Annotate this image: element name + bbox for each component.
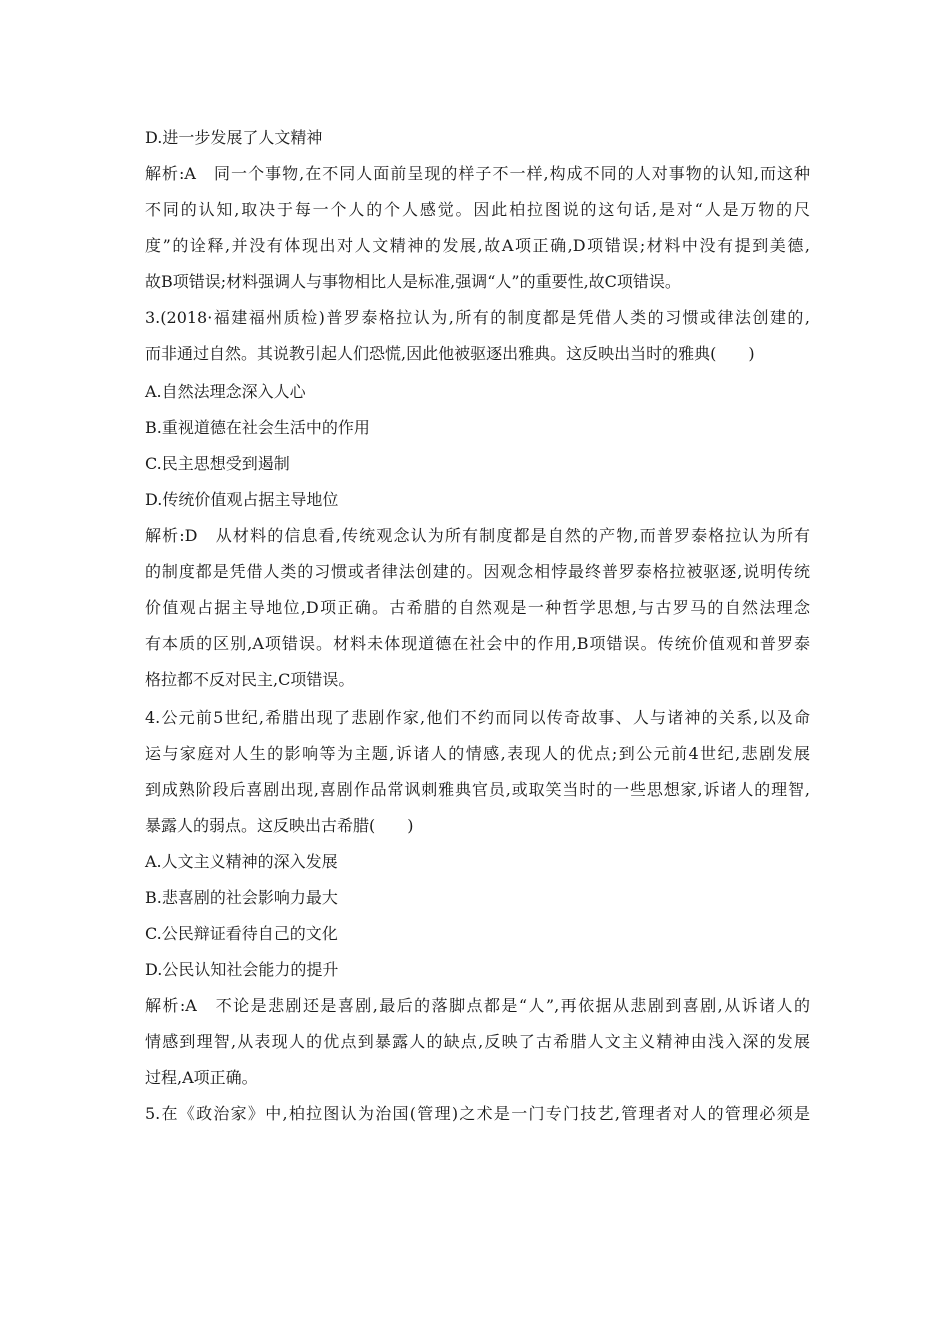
- text-line: 的制度都是凭借人类的习惯或者律法创建的。因观念相悖最终普罗泰格拉被驱逐,说明传统: [145, 562, 810, 581]
- text-line: 运与家庭对人生的影响等为主题,诉诸人的情感,表现人的优点;到公元前4世纪,悲剧发展: [145, 744, 810, 763]
- text-line: D.进一步发展了人文精神: [145, 128, 323, 147]
- text-line: 解析:A 同一个事物,在不同人面前呈现的样子不一样,构成不同的人对事物的认知,而这种: [145, 164, 810, 183]
- text-line: B.重视道德在社会生活中的作用: [145, 418, 370, 437]
- text-line: 3.(2018·福建福州质检)普罗泰格拉认为,所有的制度都是凭借人类的习惯或律法创建的,: [145, 308, 810, 327]
- text-line: 有本质的区别,A项错误。材料未体现道德在社会中的作用,B项错误。传统价值观和普罗泰: [145, 634, 810, 653]
- text-line: 度”的诠释,并没有体现出对人文精神的发展,故A项正确,D项错误;材料中没有提到美德,: [145, 236, 810, 255]
- text-line: 暴露人的弱点。这反映出古希腊( ): [145, 816, 414, 835]
- text-line: 5.在《政治家》中,柏拉图认为治国(管理)之术是一门专门技艺,管理者对人的管理必须是: [145, 1104, 810, 1123]
- text-line: D.公民认知社会能力的提升: [145, 960, 339, 979]
- text-line: 价值观占据主导地位,D项正确。古希腊的自然观是一种哲学思想,与古罗马的自然法理念: [145, 598, 810, 617]
- text-line: 解析:A 不论是悲剧还是喜剧,最后的落脚点都是“人”,再依据从悲剧到喜剧,从诉诸人的: [145, 996, 810, 1015]
- text-line: C.民主思想受到遏制: [145, 454, 290, 473]
- text-line: B.悲喜剧的社会影响力最大: [145, 888, 338, 907]
- text-line: A.人文主义精神的深入发展: [145, 852, 338, 871]
- text-line: 格拉都不反对民主,C项错误。: [145, 670, 355, 689]
- text-line: 过程,A项正确。: [145, 1068, 258, 1087]
- text-line: 而非通过自然。其说教引起人们恐慌,因此他被驱逐出雅典。这反映出当时的雅典( ): [145, 344, 755, 363]
- text-line: D.传统价值观占据主导地位: [145, 490, 339, 509]
- text-line: C.公民辩证看待自己的文化: [145, 924, 338, 943]
- text-line: 到成熟阶段后喜剧出现,喜剧作品常讽刺雅典官员,或取笑当时的一些思想家,诉诸人的理智,: [145, 780, 810, 799]
- text-line: A.自然法理念深入人心: [145, 382, 306, 401]
- text-line: 情感到理智,从表现人的优点到暴露人的缺点,反映了古希腊人文主义精神由浅入深的发展: [145, 1032, 810, 1051]
- text-line: 解析:D 从材料的信息看,传统观念认为所有制度都是自然的产物,而普罗泰格拉认为所有: [145, 526, 810, 545]
- text-line: 故B项错误;材料强调人与事物相比人是标准,强调“人”的重要性,故C项错误。: [145, 272, 681, 291]
- text-line: 4.公元前5世纪,希腊出现了悲剧作家,他们不约而同以传奇故事、人与诸神的关系,以及命: [145, 708, 810, 727]
- text-line: 不同的认知,取决于每一个人的个人感觉。因此柏拉图说的这句话,是对“人是万物的尺: [145, 200, 810, 219]
